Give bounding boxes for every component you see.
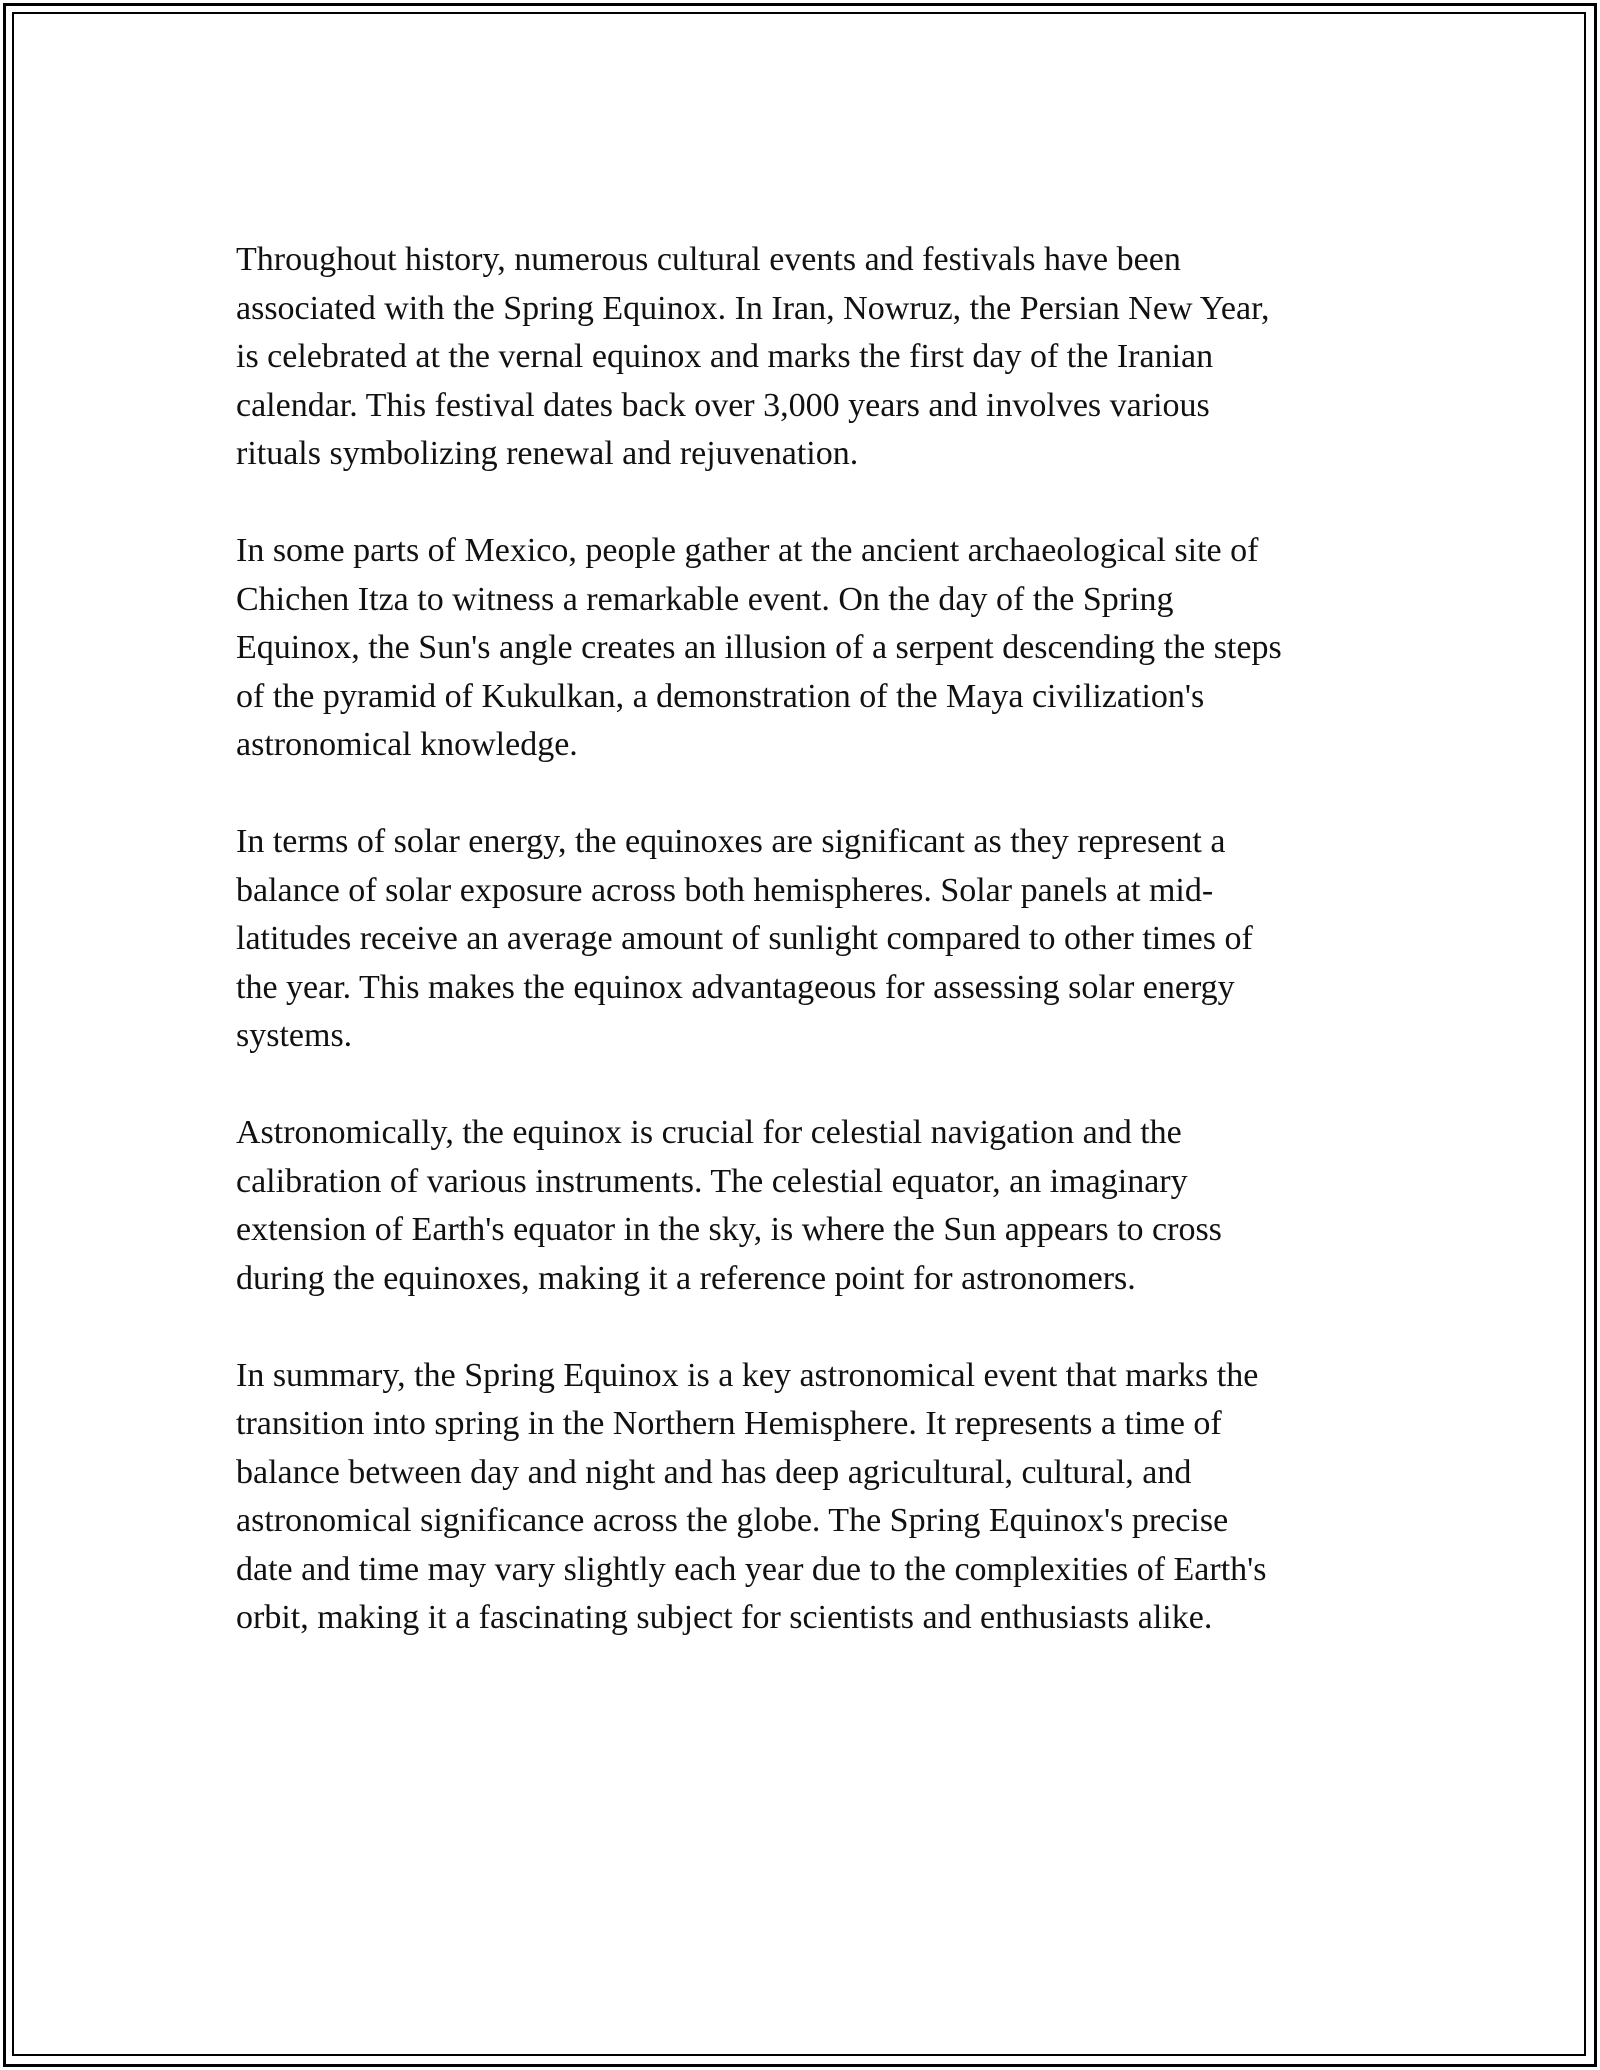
- paragraph-solar-energy: In terms of solar energy, the equinoxes are significant as they represent a balance of solar exposure across both hemispheres. Solar panels at mid- latitudes receive an average amount of sunlight compared to other times of the year. This makes the equinox advantageous for assessing solar energy systems.: [236, 823, 1253, 1054]
- paragraph-astronomy: Astronomically, the equinox is crucial for celestial navigation and the calibration of various instruments. The celestial equator, an imaginary extension of Earth's equator in the sky, is where the Sun appears to cross during the equinoxes, making it a reference point for astronomers.: [236, 1114, 1222, 1297]
- paragraph-summary: In summary, the Spring Equinox is a key astronomical event that marks the transition into spring in the Northern Hemisphere. It represents a time of balance between day and night and has deep agricultural, cultural, and astronomical significance across the globe. The Spring Equinox's precise date and time may vary slightly each year due to the complexities of Earth's orbit, making it a fascinating subject for scientists and enthusiasts alike.: [236, 1356, 1267, 1636]
- paragraph-chichen-itza: In some parts of Mexico, people gather at the ancient archaeological site of Chichen Itza to witness a remarkable event. On the day of the Spring Equinox, the Sun's angle creates an illusion of a serpent descending the steps of the pyramid of Kukulkan, a demonstration of the Maya civilization's astronomical knowledge.: [236, 532, 1282, 763]
- paragraph-cultural-events: Throughout history, numerous cultural events and festivals have been associated with the Spring Equinox. In Iran, Nowruz, the Persian New Year, is celebrated at the vernal equinox and marks the first day of the Iranian calendar. This festival dates back over 3,000 years and involves various rituals symbolizing renewal and rejuvenation.: [236, 241, 1270, 472]
- document-body: [236, 236, 1376, 1643]
